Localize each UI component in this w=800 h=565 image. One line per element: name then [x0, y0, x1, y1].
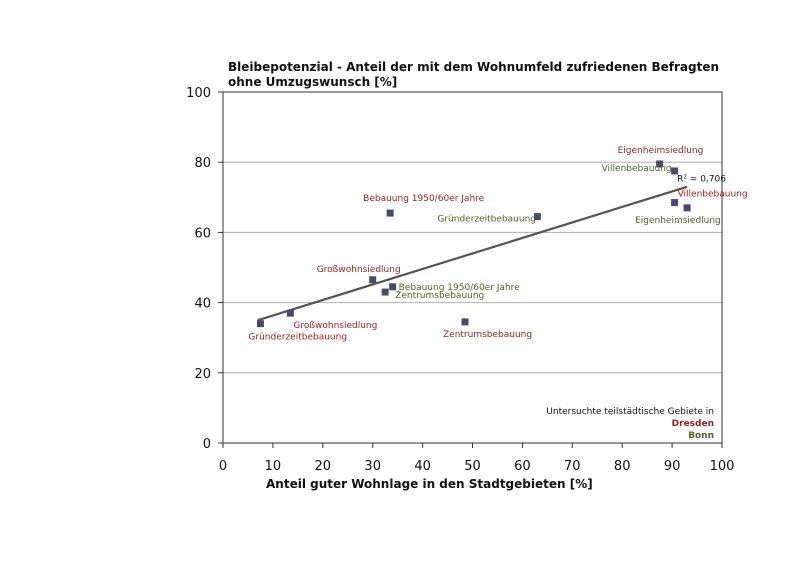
point-label-2: Großwohnsiedlung	[316, 264, 401, 275]
point-label-10: Villenbebauung	[677, 189, 748, 200]
x-tick-label: 30	[364, 459, 381, 474]
x-tick-label: 0	[218, 459, 228, 474]
data-point-0	[257, 320, 264, 327]
point-label-4: Bebauung 1950/60er Jahre	[398, 282, 520, 293]
x-tick-label: 100	[709, 459, 735, 474]
data-point-1	[287, 310, 294, 317]
point-label-9: Villenbebauung	[601, 163, 672, 174]
point-label-5: Zentrumsbebauung	[395, 291, 485, 302]
point-label-1: Großwohnsiedlung	[293, 321, 378, 332]
x-tick-label: 40	[414, 459, 431, 474]
x-tick-label: 10	[264, 459, 282, 474]
point-label-3: Bebauung 1950/60er Jahre	[363, 194, 485, 205]
point-label-0: Gründerzeitbebauung	[248, 332, 348, 343]
data-point-5	[382, 289, 389, 296]
y-tick-label: 20	[194, 366, 211, 382]
point-label-11: Eigenheimsiedlung	[635, 215, 721, 226]
y-tick-label: 80	[194, 156, 211, 172]
data-point-10	[671, 199, 678, 206]
y-tick-label: 0	[202, 437, 211, 452]
point-label-6: Zentrumsbebauung	[443, 329, 533, 340]
legend-bonn: Bonn	[688, 431, 714, 441]
legend-dresden: Dresden	[671, 419, 714, 429]
chart-title-line1: Bleibepotenzial - Anteil der mit dem Wohnumfeld zufriedenen Befragten	[228, 60, 720, 74]
x-axis-ticks	[219, 443, 735, 474]
x-axis-label: Anteil guter Wohnlage in den Stadtgebieten [%]	[266, 477, 593, 491]
grid-lines	[223, 92, 722, 443]
r2-label: R² = 0,706	[677, 174, 726, 185]
point-labels	[248, 146, 747, 343]
data-point-2	[369, 276, 376, 283]
x-tick-label: 80	[613, 459, 631, 474]
x-tick-label: 90	[663, 459, 681, 474]
legend-title: Untersuchte teilstädtische Gebiete in	[546, 407, 714, 417]
data-point-4	[389, 283, 396, 290]
y-tick-label: 100	[186, 86, 211, 101]
plot-frame	[223, 92, 722, 443]
x-tick-label: 70	[564, 459, 581, 474]
legend	[546, 407, 714, 441]
point-label-8: Eigenheimsiedlung	[617, 145, 704, 156]
chart-title-line2: ohne Umzugswunsch [%]	[228, 75, 398, 89]
data-point-3	[387, 210, 394, 217]
data-point-6	[462, 318, 469, 325]
y-tick-label: 60	[194, 226, 211, 242]
y-axis-ticks	[186, 86, 223, 452]
x-tick-label: 20	[314, 459, 332, 474]
point-label-7: Gründerzeitbebauung	[437, 214, 537, 225]
x-tick-label: 50	[464, 459, 481, 474]
data-point-11	[684, 204, 691, 211]
data-point-9	[671, 167, 678, 174]
y-tick-label: 40	[194, 296, 211, 312]
x-tick-label: 60	[514, 459, 531, 474]
